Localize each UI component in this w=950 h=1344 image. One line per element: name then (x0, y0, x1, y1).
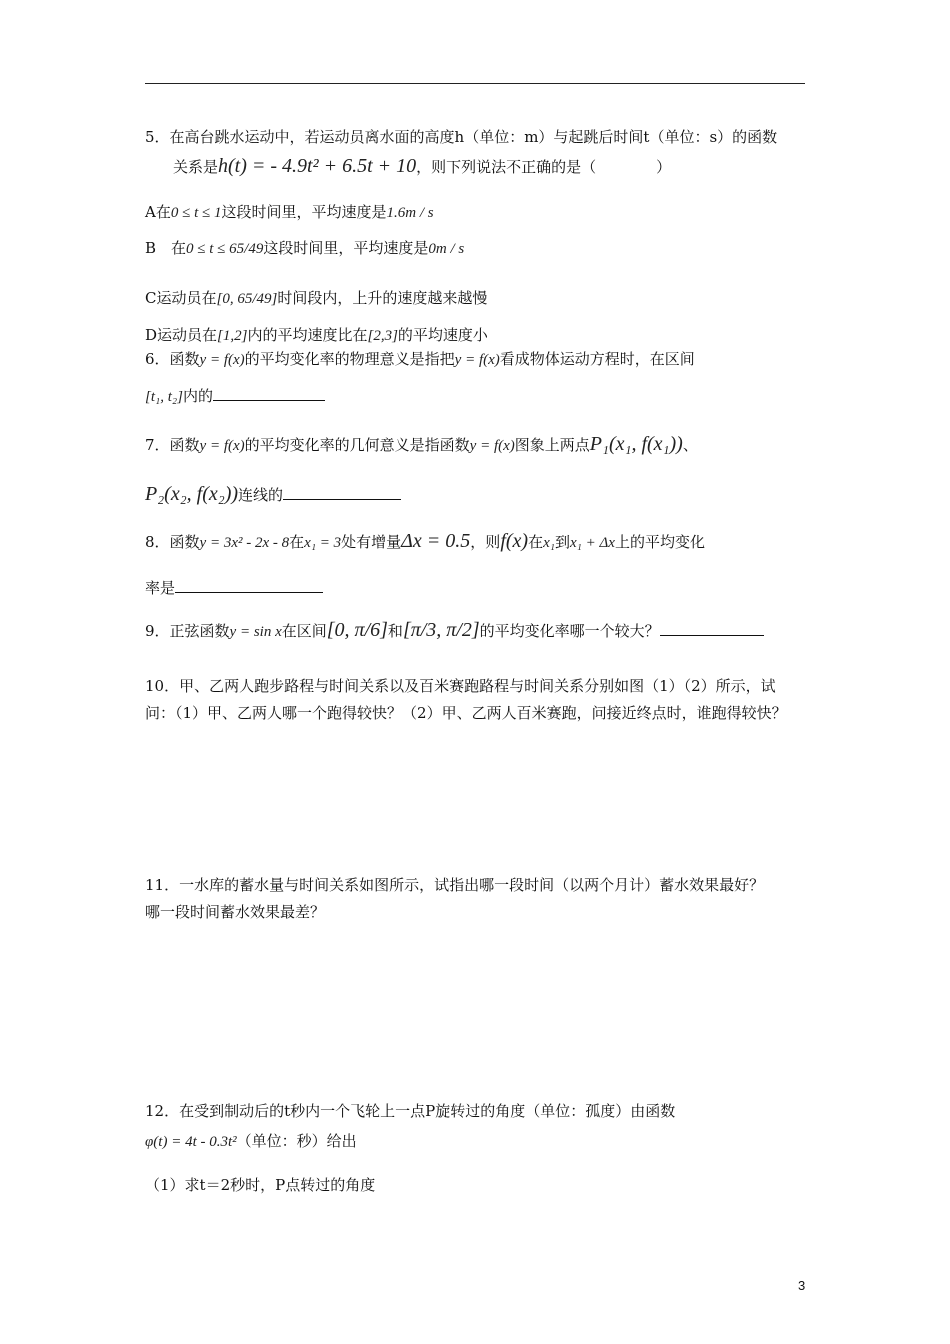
q5-height-formula: h(t) = - 4.9t² + 6.5t + 10 (218, 155, 417, 177)
q6-line1: 6．函数y = f(x)的平均变化率的物理意义是指把y = f(x)看成物体运动方程时，在区间 (145, 350, 695, 368)
q8-line1: 8．函数y = 3x² - 2x - 8在x₁ = 3处有增量Δx = 0.5，则f(x)在x₁到x₁ + Δx上的平均变化 (145, 530, 705, 552)
q5-option-a: A在0 ≤ t ≤ 1这段时间里，平均速度是1.6m / s (145, 203, 434, 221)
q9-answer-blank[interactable] (660, 621, 764, 636)
q9-line: 9．正弦函数y = sin x在区间[0, π/6]和[π/3, π/2]的平均变化率哪一个较大？ (145, 620, 764, 642)
q5-line1: 5．在高台跳水运动中，若运动员离水面的高度h（单位：m）与起跳后时间t（单位：s）的函数 (145, 128, 778, 146)
q7-line2: P₂(x₂, f(x₂))连线的 (145, 484, 401, 505)
q6-line2: [t₁, t₂]内的 (145, 386, 325, 407)
q10-line2: 问：（1）甲、乙两人哪一个跑得较快？（2）甲、乙两人百米赛跑，问接近终点时，谁跑得较快？ (145, 704, 787, 722)
page-number: 3 (798, 1278, 806, 1293)
q12-part1: （1）求t＝2秒时，P点转过的角度 (145, 1176, 376, 1194)
q5-option-c: C运动员在[0, 65/49]时间段内，上升的速度越来越慢 (145, 289, 488, 307)
q7-answer-blank[interactable] (283, 485, 401, 500)
q10-line1: 10．甲、乙两人跑步路程与时间关系以及百米赛跑路程与时间关系分别如图（1）（2）所示，试 (145, 677, 776, 695)
q7-line1: 7．函数y = f(x)的平均变化率的几何意义是指函数y = f(x)图象上两点P₁(x₁, f(x₁))、 (145, 433, 698, 455)
q12-line1: 12．在受到制动后的t秒内一个飞轮上一点P旋转过的角度（单位：孤度）由函数 (145, 1102, 676, 1120)
q8-line2: 率是 (145, 578, 323, 598)
q11-line1: 11．一水库的蓄水量与时间关系如图所示，试指出哪一段时间（以两个月计）蓄水效果最好？ (145, 876, 765, 894)
q11-line2: 哪一段时间蓄水效果最差？ (145, 903, 326, 921)
q12-angle-formula: φ(t) = 4t - 0.3t² (145, 1134, 237, 1150)
q6-answer-blank[interactable] (213, 386, 325, 401)
q8-answer-blank[interactable] (175, 578, 323, 593)
q12-line2: φ(t) = 4t - 0.3t²（单位：秒）给出 (145, 1132, 357, 1150)
q5-option-b: B 在0 ≤ t ≤ 65/49这段时间里，平均速度是0m / s (145, 239, 465, 257)
q5-option-d: D运动员在[1,2]内的平均速度比在[2,3]的平均速度小 (145, 326, 488, 344)
header-rule (145, 83, 805, 84)
q5-line2: 关系是h(t) = - 4.9t² + 6.5t + 10，则下列说法不正确的是（ ） (173, 155, 672, 177)
